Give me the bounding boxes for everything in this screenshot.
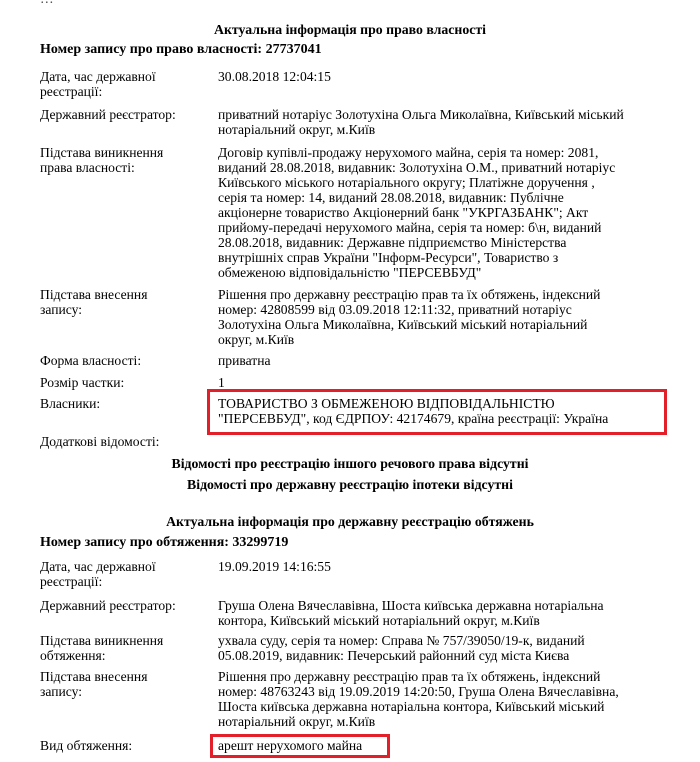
row-label: Підстава виникнення обтяження: [40,633,164,663]
row-value: Рішення про державну реєстрацію прав та їх обтяжень, індексний номер: 42808599 від 03.09.2018 12:11:32, приватний нотаріус Золотухіна Ольга Миколаївна, Київський міський нотаріальний округ, м.Київ [218,287,601,347]
notice-mortgage: Відомості про державну реєстрацію іпотеки відсутні [187,477,513,492]
row-value: 19.09.2019 14:16:55 [218,559,331,574]
row-label: Підстава внесення запису: [40,287,148,317]
row-label: Державний реєстратор: [40,598,176,613]
row-value: ТОВАРИСТВО З ОБМЕЖЕНОЮ ВІДПОВІДАЛЬНІСТЮ "ПЕРСЕВБУД", код ЄДРПОУ: 42174679, країна реєстрації: Україна [218,396,609,426]
row-label: Вид обтяження: [40,738,133,753]
owners-highlight-box [207,389,667,435]
row-label: Форма власності: [40,353,142,368]
row-label: Додаткові відомості: [40,434,160,449]
row-value: Рішення про державну реєстрацію прав та їх обтяжень, індексний номер: 48763243 від 19.09.2019 14:20:50, Груша Олена Вячеславівна, Шоста київська державна нотаріальна контора, Київський міський нотаріальний округ, м.Київ [218,669,619,729]
row-label: Розмір частки: [40,375,125,390]
row-label: Дата, час державної реєстрації: [40,559,156,589]
row-value: ухвала суду, серія та номер: Справа № 757/39050/19-к, виданий 05.08.2019, видавник: Печерський районний суд міста Києва [218,633,585,663]
row-label: Дата, час державної реєстрації: [40,69,156,99]
row-value: приватна [218,353,271,368]
encumbrance-type-highlight-box [210,734,390,758]
row-label: Державний реєстратор: [40,107,176,122]
row-value: Груша Олена Вячеславівна, Шоста київська державна нотаріальна контора, Київський міський нотаріальний округ, м.Київ [218,598,604,628]
row-label: Власники: [40,396,101,411]
notice-other-rights: Відомості про реєстрацію іншого речового права відсутні [171,456,529,471]
row-value: 1 [218,375,225,390]
row-value: арешт нерухомого майна [218,738,363,753]
row-label: Підстава виникнення права власності: [40,145,164,175]
row-value: приватний нотаріус Золотухіна Ольга Миколаївна, Київський міський нотаріальний округ, м.Київ [218,107,624,137]
row-label: Підстава внесення запису: [40,669,148,699]
ownership-record-number: Номер запису про право власності: 27737041 [40,42,322,57]
cut-off-top-line [40,0,54,7]
encumbrance-section-title: Актуальна інформація про державну реєстрацію обтяжень [166,514,534,529]
ownership-section-title: Актуальна інформація про право власності [214,22,486,37]
encumbrance-record-number: Номер запису про обтяження: 33299719 [40,535,289,550]
row-value: Договір купівлі-продажу нерухомого майна, серія та номер: 2081, виданий 28.08.2018, видавник: Золотухіна О.М., приватний нотаріус Київського міського нотаріального округу; Платіжне доручення , серія та номер: 14, виданий 28.08.2018, видавник: Публічне акціонерне товариство Акціонерний банк "УКРГАЗБАНК"; Акт прийому-передачі нерухомого майна, серія та номер: б\н, виданий 28.08.2018, видавник: Державне підприємство Міністерства внутрішніх справ України "Інформ-Ресурси", Товариство з обмеженою відповідальністю "ПЕРСЕВБУД" [218,145,616,280]
row-value: 30.08.2018 12:04:15 [218,69,331,84]
